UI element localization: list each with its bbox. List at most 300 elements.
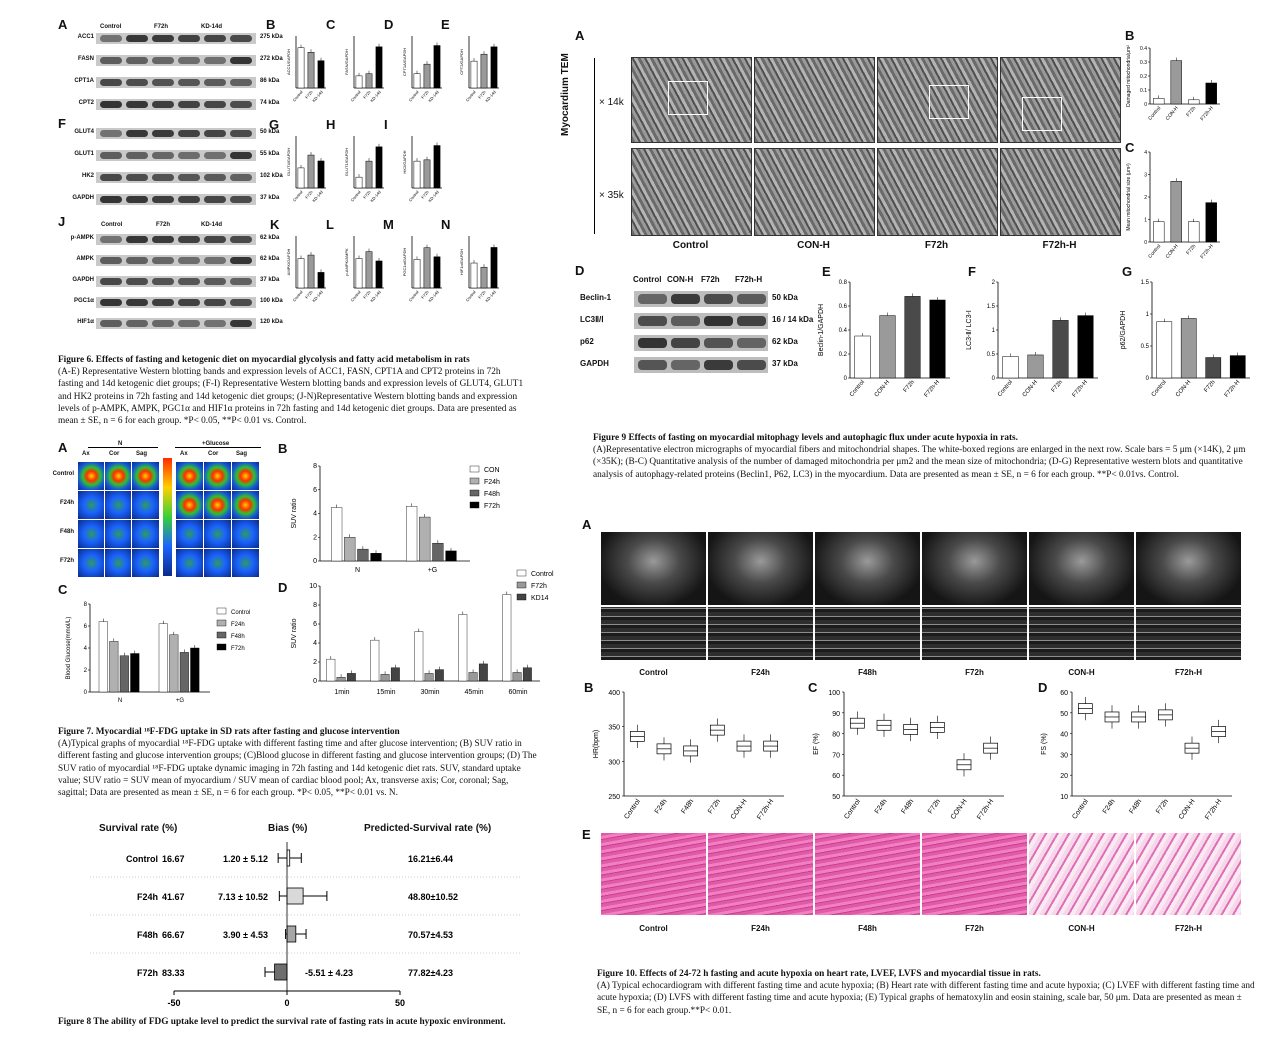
blot-band (204, 299, 226, 306)
y-tick-label: 4 (313, 510, 317, 518)
blot-kda: 55 kDa (260, 151, 280, 157)
y-tick-label: 8 (313, 463, 317, 470)
blot-band (204, 320, 226, 327)
tem-group-label: F72h-H (1042, 240, 1077, 251)
blot-band (126, 130, 148, 137)
blot-band (152, 257, 174, 264)
bar (170, 635, 179, 692)
x-tick-label: F48h (1128, 798, 1144, 816)
wb-band-name: GAPDH (580, 359, 609, 368)
bar (331, 508, 342, 561)
fig7-group-n: N (118, 441, 123, 447)
blot-band (126, 320, 148, 327)
fig8-rate: 83.33 (162, 968, 185, 978)
legend-label: CON (484, 467, 500, 474)
blot-band (152, 130, 174, 137)
y-tick-label: 0.6 (838, 304, 847, 310)
he-stain-image (815, 833, 920, 915)
pet-row-label: F72h (59, 558, 74, 564)
wb-band (638, 338, 667, 348)
x-tick-label: F72h (1050, 379, 1065, 394)
x-tick-label: KD-14d (427, 289, 440, 304)
pet-view-label: Ax (82, 451, 90, 457)
x-tick-label: 45min (464, 689, 484, 696)
blot-band (126, 57, 148, 64)
blot-strip (96, 276, 256, 287)
y-tick-label: 2 (83, 668, 87, 674)
bar (1003, 356, 1019, 378)
wb-band (671, 316, 700, 326)
y-tick-label: 0.4 (838, 328, 847, 334)
blot-band (230, 79, 252, 86)
pet-image (175, 461, 204, 491)
he-stain-image (708, 833, 813, 915)
y-tick-label: 8 (83, 602, 87, 608)
legend-swatch (517, 582, 526, 588)
blot-name: AMPK (76, 256, 94, 262)
fig7b-chart (280, 458, 550, 578)
blot-kda: 86 kDa (260, 78, 280, 84)
echo-group-label: F72h-H (1174, 668, 1203, 677)
fig8-caption (58, 1016, 578, 1028)
zoom-box (668, 81, 708, 115)
blot-band (178, 174, 200, 181)
x-tick-label: 60min (508, 689, 528, 696)
blot-name: PGC1α (73, 298, 94, 304)
bar (376, 47, 382, 88)
blot-band (126, 101, 148, 108)
blot-band (178, 257, 200, 264)
blot-kda: 37 kDa (260, 277, 280, 283)
x-tick-label: F72h-H (923, 379, 942, 399)
y-tick-label: 250 (608, 794, 620, 801)
divider (594, 58, 595, 234)
blot-band (152, 35, 174, 42)
y-tick-label: 0.3 (1140, 60, 1147, 66)
blot-strip (96, 150, 256, 161)
pet-image (131, 490, 160, 520)
x-tick-label: KD-14d (484, 89, 497, 104)
x-tick-label: KD-14d (427, 89, 440, 104)
bar (406, 506, 417, 561)
y-tick-label: 350 (608, 724, 620, 732)
legend-label: Control (231, 610, 251, 616)
fig10-title: Figure 10. Effects of 24-72 h fasting and acute hypoxia on heart rate, LVEF, LVFS and myocardial tissue in rats. (597, 969, 1041, 979)
mmode-image (1029, 607, 1134, 660)
bar (110, 641, 119, 692)
blot-band (100, 196, 122, 203)
bar (347, 673, 355, 681)
x-tick-label: F48h (900, 798, 916, 816)
pet-view-label: Sag (236, 451, 248, 457)
fig8-group: F72h (136, 968, 158, 978)
bar (434, 146, 440, 188)
y-axis-label: SUV ratio (291, 618, 298, 649)
echo-image (815, 532, 920, 605)
wb-band (704, 338, 733, 348)
blot-band (152, 236, 174, 243)
fig9g-chart (1112, 264, 1257, 414)
blot-band (126, 299, 148, 306)
pet-image (231, 519, 260, 549)
y-tick-label: 10 (309, 583, 317, 590)
blot-band (178, 278, 200, 285)
fig7d-chart (280, 568, 570, 713)
legend-label: F24h (231, 622, 245, 628)
blot-band (178, 101, 200, 108)
x-tick-label: 1min (334, 689, 350, 696)
bar (434, 46, 440, 88)
blot-band (126, 257, 148, 264)
x-tick-label: F72h-H (756, 798, 776, 822)
blot-name: CPT2 (78, 100, 94, 106)
legend-label: F48h (231, 634, 245, 640)
bar (131, 654, 140, 693)
y-tick-label: 2 (1144, 195, 1147, 201)
fig6-panel-k-label: K (270, 217, 280, 232)
fig6-title: Figure 6. Effects of fasting and ketogenic diet on myocardial glycolysis and fatty acid metabolism in rats (58, 355, 470, 365)
fig6-panel-g-label: G (269, 117, 280, 132)
blot-strip (96, 318, 256, 329)
wb-band (737, 294, 766, 304)
y-tick-label: 400 (608, 690, 620, 697)
blot-band (126, 35, 148, 42)
x-tick-label: Control (407, 189, 420, 203)
wb-band-name: p62 (580, 337, 594, 346)
bar (424, 64, 430, 88)
x-tick-label: Control (464, 89, 477, 103)
y-tick-label: 1 (991, 328, 995, 334)
bias-box (287, 888, 303, 904)
blot-strip (96, 99, 256, 110)
legend-swatch (217, 608, 226, 614)
echo-group-label: CON-H (1068, 668, 1095, 677)
x-tick-label: F72h (420, 89, 430, 100)
bar (356, 259, 362, 288)
bar (855, 336, 871, 378)
pet-image (131, 519, 160, 549)
y-axis-label: EF (%) (813, 733, 820, 755)
fig6-group-label: Control (101, 222, 123, 228)
y-tick-label: 4 (313, 640, 317, 647)
bias-box (287, 926, 296, 942)
y-tick-label: 90 (832, 710, 840, 718)
blot-band (204, 278, 226, 285)
y-tick-label: 6 (313, 486, 317, 494)
x-tick-label: Control (291, 289, 304, 303)
fig6-group-label: F72h (156, 222, 171, 228)
blot-kda: 102 kDa (260, 173, 283, 179)
x-tick-label: F24h (653, 798, 669, 816)
blot-band (230, 196, 252, 203)
bar (433, 543, 444, 561)
blot-kda: 74 kDa (260, 100, 280, 106)
bar (318, 272, 324, 288)
x-tick-label: N (117, 698, 123, 704)
legend-swatch (470, 490, 479, 496)
bar (191, 648, 200, 692)
pet-view-label: Ax (180, 451, 188, 457)
blot-band (152, 174, 174, 181)
bar (513, 672, 521, 681)
y-tick-label: 0.5 (1140, 344, 1149, 350)
legend-swatch (217, 620, 226, 626)
bar-chart-fig6M (402, 236, 442, 303)
divider (88, 447, 158, 448)
fig6-panel-l-label: L (326, 217, 334, 232)
x-tick-label: CON-H (1175, 379, 1193, 399)
pet-image (131, 461, 160, 491)
bar (471, 263, 477, 288)
wb-band (737, 316, 766, 326)
bar (434, 257, 440, 288)
y-axis-label: CPT2/GAPDH (459, 49, 464, 75)
bar (381, 674, 389, 681)
blot-band (178, 299, 200, 306)
x-tick-label: Control (997, 379, 1015, 399)
bar (880, 316, 896, 378)
blot-name: GLUT1 (74, 151, 94, 157)
x-tick-label: F72h (304, 289, 314, 300)
bar (356, 177, 362, 188)
bar (424, 248, 430, 288)
blot-band (230, 152, 252, 159)
fig8-rate: 41.67 (162, 892, 185, 902)
bar (414, 161, 420, 188)
y-tick-label: 2 (313, 534, 317, 542)
bar (358, 549, 369, 561)
wb-band (638, 360, 667, 370)
echo-group-label: F48h (858, 668, 877, 677)
wb-band-name: Beclin-1 (580, 293, 612, 302)
blot-name: GLUT4 (74, 129, 94, 135)
bar (298, 48, 304, 88)
blot-kda: 100 kDa (260, 298, 283, 304)
blot-band (204, 196, 226, 203)
wb-band (638, 316, 667, 326)
bar (479, 664, 487, 681)
x-tick-label: F72h (362, 89, 372, 100)
fig8-pred: 77.82±4.23 (408, 968, 453, 978)
x-tick-label: F72h-H (1223, 379, 1242, 399)
y-axis-label: CPT1A/GAPDH (402, 47, 407, 77)
y-tick-label: 0.2 (1140, 74, 1147, 80)
echo-group-label: F24h (751, 668, 770, 677)
x-tick-label: F72h (477, 89, 487, 100)
blot-kda: 275 kDa (260, 34, 283, 40)
x-tick-label: F72h-H (1199, 243, 1215, 261)
he-group-label: Control (639, 924, 668, 933)
fig8-pred: 48.80±10.52 (408, 892, 458, 902)
pet-image (77, 519, 106, 549)
fig8-pred: 16.21±6.44 (408, 854, 453, 864)
x-tick-label: F72h (362, 189, 372, 200)
blot-band (230, 174, 252, 181)
wb-group-label: Control (633, 275, 662, 284)
blot-band (126, 152, 148, 159)
x-tick-label: 15min (376, 689, 396, 696)
bar (425, 673, 433, 681)
bar (414, 74, 420, 88)
mmode-image (815, 607, 920, 660)
wb-group-label: CON-H (667, 275, 694, 284)
blot-band (100, 35, 122, 42)
y-tick-label: 0 (83, 690, 87, 696)
blot-band (230, 35, 252, 42)
bar (99, 622, 108, 692)
fig7-panel-c-label: C (58, 582, 68, 597)
blot-strip (96, 77, 256, 88)
wb-kda: 16 / 14 kDa (772, 315, 814, 324)
blot-band (152, 278, 174, 285)
fig7-caption (58, 726, 538, 799)
x-tick-label: F72h-H (1071, 379, 1090, 399)
legend-label: F72h (484, 503, 500, 510)
y-tick-label: 50 (1060, 710, 1068, 718)
x-tick-label: F72h-H (1204, 798, 1224, 822)
bar-chart-fig6D (402, 36, 442, 103)
blot-band (152, 320, 174, 327)
y-tick-label: 60 (1060, 690, 1068, 697)
x-tick-label: KD-14d (484, 289, 497, 304)
blot-strip (96, 55, 256, 66)
fig9-caption (593, 432, 1253, 481)
pet-image (175, 490, 204, 520)
blot-band (178, 35, 200, 42)
bar (337, 677, 345, 681)
fig10b-chart (582, 678, 792, 828)
bar (1028, 355, 1044, 378)
x-tick-label: Control (349, 89, 362, 103)
fig10-caption-text: (A) Typical echocardiogram with different fasting time and acute hypoxia; (B) Heart rate with different fasting time and acute hypoxia; (C) LVEF with different fasting time and acute hypoxia; (D) LVFS with different fasting time and acute hypoxia; (E) Typical graphs of hematoxylin and eosin staining, scale bar, 50 μm. Data are presented as mean ± SE, n = 6 for each group.**P< 0.01. (597, 981, 1255, 1016)
bar (491, 247, 497, 288)
blot-band (178, 196, 200, 203)
x-tick-label: F72h (477, 289, 487, 300)
bar (469, 672, 477, 681)
bar (344, 537, 355, 561)
bar (371, 640, 379, 681)
fig8-group: Control (126, 854, 158, 864)
y-axis-label: GLUT1/GAPDH (344, 147, 349, 177)
blot-band (230, 57, 252, 64)
pet-view-label: Cor (208, 451, 219, 457)
pet-image (77, 461, 106, 491)
blot-band (204, 35, 226, 42)
bias-box (287, 850, 290, 866)
x-tick-label: Control (1147, 105, 1163, 122)
x-tick-label: F72h (707, 798, 722, 816)
bar-chart-fig6H (344, 136, 384, 203)
legend-swatch (217, 632, 226, 638)
y-tick-label: 0.4 (1140, 46, 1147, 52)
fig6-caption (58, 354, 528, 427)
he-stain-image (922, 833, 1027, 915)
x-tick-label: Control (843, 798, 862, 821)
tem-image-35k (631, 148, 752, 236)
bar (180, 652, 189, 692)
x-tick-label: 0 (284, 998, 290, 1008)
y-tick-label: 0 (843, 376, 847, 382)
fig8-bias: 7.13 ± 10.52 (218, 892, 268, 902)
tem-image-14k (754, 57, 875, 143)
y-axis-label: FASN/GAPDH (344, 49, 349, 75)
blot-name: p-AMPK (70, 235, 94, 241)
blot-band (152, 152, 174, 159)
fig8-group: F24h (136, 892, 158, 902)
blot-strip (96, 128, 256, 139)
y-axis-label: p-AMPK/AMPK (344, 248, 349, 276)
y-tick-label: 100 (828, 690, 840, 697)
panel-letter-B: B (1125, 28, 1135, 43)
blot-band (230, 278, 252, 285)
tem-group-label: CON-H (797, 240, 830, 251)
blot-kda: 50 kDa (260, 129, 280, 135)
wb-kda: 50 kDa (772, 293, 798, 302)
y-tick-label: 40 (1060, 731, 1068, 739)
pet-image (175, 548, 204, 578)
echo-image (1136, 532, 1241, 605)
x-tick-label: Control (1147, 243, 1163, 260)
fig9-panel-a-label: A (575, 28, 585, 43)
pet-image (203, 548, 232, 578)
blot-band (204, 257, 226, 264)
fig8-bias: -5.51 ± 4.23 (305, 968, 353, 978)
x-tick-label: KD-14d (427, 189, 440, 204)
blot-band (126, 196, 148, 203)
x-tick-label: Control (849, 379, 867, 399)
mmode-image (1136, 607, 1241, 660)
tem-image-35k (754, 148, 875, 236)
x-tick-label: F72h (902, 379, 917, 394)
y-tick-label: 0 (1144, 240, 1147, 246)
fig9f-chart (958, 264, 1108, 414)
he-group-label: CON-H (1068, 924, 1095, 933)
bar (356, 76, 362, 88)
fig6-panel-f-label: F (58, 116, 66, 131)
x-tick-label: Control (407, 289, 420, 303)
pet-image (104, 490, 133, 520)
y-tick-label: 2 (313, 659, 317, 666)
y-tick-label: 1 (1145, 312, 1149, 318)
x-tick-label: CON-H (1177, 798, 1197, 821)
bar (424, 160, 430, 188)
zoom-box (1022, 97, 1062, 131)
he-stain-image (1136, 833, 1241, 915)
blot-name: GAPDH (72, 277, 94, 283)
fig6-panel-d-label: D (384, 17, 394, 32)
fig6-group-label: KD-14d (201, 222, 223, 228)
panel-letter-B: B (584, 680, 594, 695)
fig9e-chart (810, 264, 960, 414)
x-tick-label: KD-14d (369, 289, 382, 304)
bar (481, 267, 487, 288)
bar (491, 47, 497, 88)
bar-chart-fig6C (344, 36, 384, 103)
bar (1206, 83, 1217, 104)
wb-band (737, 338, 766, 348)
blot-band (178, 320, 200, 327)
x-tick-label: F72h (420, 189, 430, 200)
x-tick-label: Control (1071, 798, 1090, 821)
x-tick-label: CON-H (729, 798, 749, 821)
bar (376, 261, 382, 288)
y-axis-label: p62/GAPDH (1120, 310, 1127, 350)
bias-box (275, 964, 287, 980)
blot-kda: 62 kDa (260, 256, 280, 262)
blot-band (178, 79, 200, 86)
blot-band (100, 130, 122, 137)
bar (371, 553, 382, 561)
